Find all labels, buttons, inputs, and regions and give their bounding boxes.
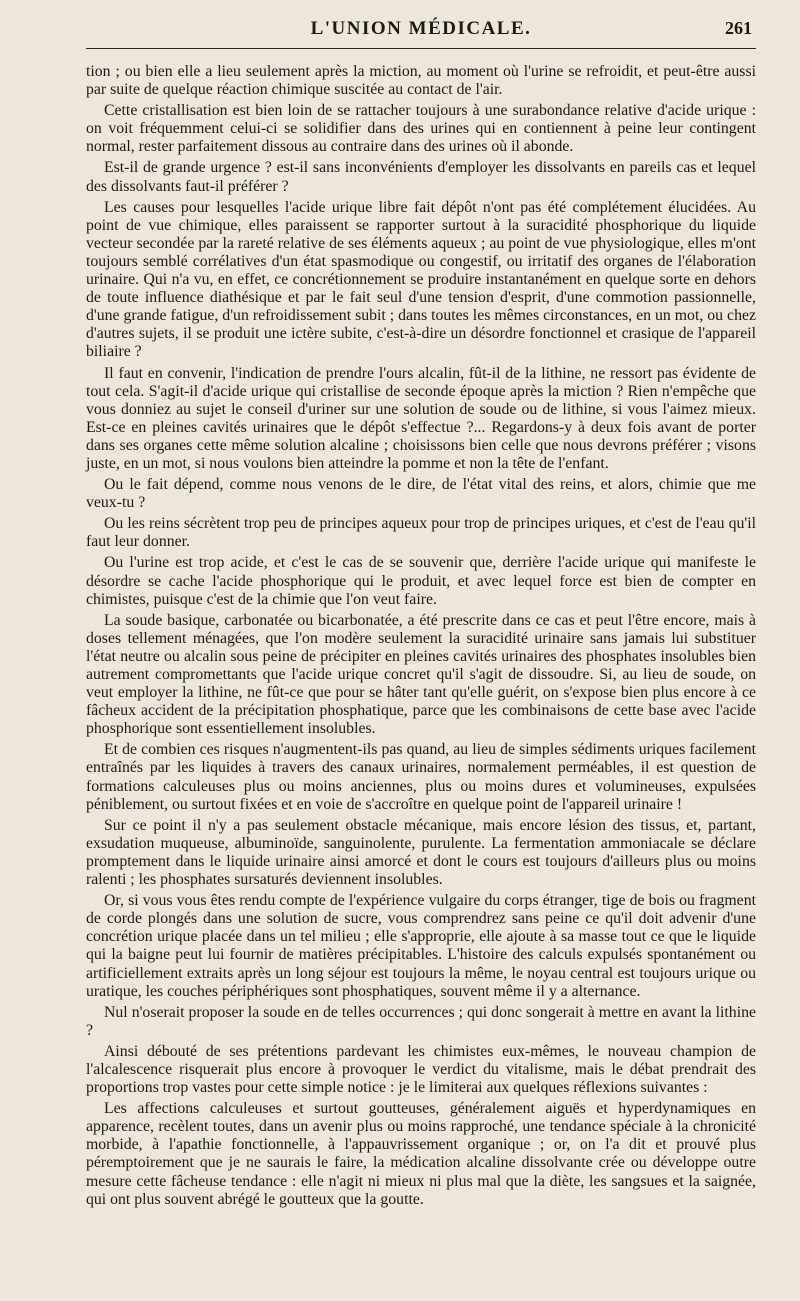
paragraph: Les affections calculeuses et surtout goutteuses, généralement aiguës et hyperdynamiques en apparence, recèlent toutes, dans un avenir plus ou moins rapproché, une tendance spéciale à la chronicité morbide, à l'apathie fonctionnelle, à l'appauvrissement organique ; or, on l'a dit et prouvé plus péremptoirement que je ne saurais le faire, la médication alcaline dissolvante crée ou développe outre mesure cette fâcheuse tendance : elle n'agit ni mieux ni plus mal que la diète, les sangsues et la saignée, qui ont plus souvent abrégé le goutteux que la goutte. [86,1100,756,1208]
running-header [86,14,756,49]
paragraph: Ainsi débouté de ses prétentions pardevant les chimistes eux-mêmes, le nouveau champion de l'alcalescence risquerait plus encore à provoquer le verdict du vitalisme, mais le débat prendrait des proportions trop vastes pour cette simple notice : je le limiterai aux quelques réflexions suivantes : [86,1042,756,1097]
paragraph: Or, si vous vous êtes rendu compte de l'expérience vulgaire du corps étranger, tige de bois ou fragment de corde plongés dans une solution de sucre, vous comprendrez sans peine ce qu'il doit advenir d'une concrétion urique placée dans un tel milieu ; elle s'approprie, elle ajoute à sa masse tout ce que le liquide qui la baigne peut lui fournir de matières précipitables. L'histoire des calculs expulsés spontanément ou artificiellement extraits après un long séjour est toujours la même, le noyau central est toujours urique ou uratique, les couches périphériques sont phosphatiques, souvent même il y a alternance. [86,892,756,1000]
journal-title: L'UNION MÉDICALE. [310,18,532,39]
paragraph: Les causes pour lesquelles l'acide urique libre fait dépôt n'ont pas été complétement élucidées. Au point de vue chimique, elles paraissent se rapporter surtout à la suracidité phosphorique du liquide vecteur secondée par la rareté relative de ses éléments aqueux ; au point de vue physiologique, elles m'ont toujours semblé corrélatives d'un état spasmodique ou congestif, ou irritatif des organes de l'élaboration urinaire. Qui n'a vu, en effet, ce concrétionnement se produire instantanément en quelque sorte en dehors de toute influence diathésique et par le fait seul d'une tension d'esprit, d'une commotion passionnelle, d'une grande fatigue, d'un refroidissement subit ; dans toutes les mêmes circonstances, en un mot, ou chez d'autres sujets, il se produit une ictère subite, c'est-à-dire un désordre fonctionnel et crasique de l'appareil biliaire ? [86,198,756,361]
paragraph: tion ; ou bien elle a lieu seulement après la miction, au moment où l'urine se refroidit, et peut-être aussi par suite de quelque réaction chimique suscitée au contact de l'air. [86,63,756,99]
paragraph: Il faut en convenir, l'indication de prendre l'ours alcalin, fût-il de la lithine, ne ressort pas évidente de tout cela. S'agit-il d'acide urique qui cristallise de seconde époque après la miction ? Rien n'empêche que vous donniez au sujet le conseil d'uriner sur une solution de soude ou de lithine, si vous l'aimez mieux. Est-ce en pleines cavités urinaires que le dépôt s'effectue ?... Regardons-y à deux fois avant de porter dans ses organes cette même solution alcaline ; choisissons bien celle que nous devrons préférer ; visons juste, en un mot, si nous voulons bien atteindre la pomme et non la tête de l'enfant. [86,364,756,472]
paragraph: Nul n'oserait proposer la soude en de telles occurrences ; qui donc songerait à mettre en avant la lithine ? [86,1003,756,1039]
paragraph: Sur ce point il n'y a pas seulement obstacle mécanique, mais encore lésion des tissus, et, partant, exsudation muqueuse, albuminoïde, sanguinolente, purulente. La fermentation ammoniacale se déclare promptement dans le liquide urinaire ainsi amorcé et dont le cours est toujours d'ailleurs plus ou moins ralenti ; les phosphates sursaturés deviennent insolubles. [86,816,756,889]
article-body [86,63,756,1209]
paragraph: Cette cristallisation est bien loin de se rattacher toujours à une surabondance relative d'acide urique : on voit fréquemment celui-ci se solidifier dans des urines qui en contiennent à peine leur contingent normal, rester parfaitement dissous au contraire dans des urines où il abonde. [86,102,756,156]
paragraph: La soude basique, carbonatée ou bicarbonatée, a été prescrite dans ce cas et peut l'être encore, mais à doses tellement ménagées, que l'on modère seulement la suracidité urinaire sans jamais lui substituer l'état neutre ou alcalin sous peine de précipiter en pleines cavités urinaires des phosphates insolubles bien autrement compromettants que l'acide urique concret qu'il s'agit de dissoudre. Si, au lieu de soude, on veut employer la lithine, ne fût-ce que pour se hâter tant qu'elle guérit, on s'expose bien plus encore à ce fâcheux accident de la précipitation phosphatique, parce que les combinaisons de cette base avec l'acide phosphorique sont essentiellement insolubles. [86,611,756,738]
paragraph: Ou le fait dépend, comme nous venons de le dire, de l'état vital des reins, et alors, chimie que me veux-tu ? [86,476,756,512]
paragraph: Est-il de grande urgence ? est-il sans inconvénients d'employer les dissolvants en pareils cas et lequel des dissolvants faut-il préférer ? [86,159,756,195]
page-number: 261 [725,18,752,38]
paragraph: Ou les reins sécrètent trop peu de principes aqueux pour trop de principes uriques, et c'est de l'eau qu'il faut leur donner. [86,515,756,551]
paragraph: Ou l'urine est trop acide, et c'est le cas de se souvenir que, derrière l'acide urique qui manifeste le désordre se cache l'acide phosphorique qui le produit, et avec lequel force est bien de compter en chimistes, puisque c'est de la chimie que l'on veut faire. [86,554,756,608]
paragraph: Et de combien ces risques n'augmentent-ils pas quand, au lieu de simples sédiments uriques facilement entraînés par les liquides à travers des canaux urinaires, normalement perméables, il est question de formations calculeuses plus ou moins anciennes, plus ou moins dures et volumineuses, expulsées péniblement, ou surtout fixées et en voie de s'accroître en quelque point de l'appareil urinaire ! [86,741,756,813]
